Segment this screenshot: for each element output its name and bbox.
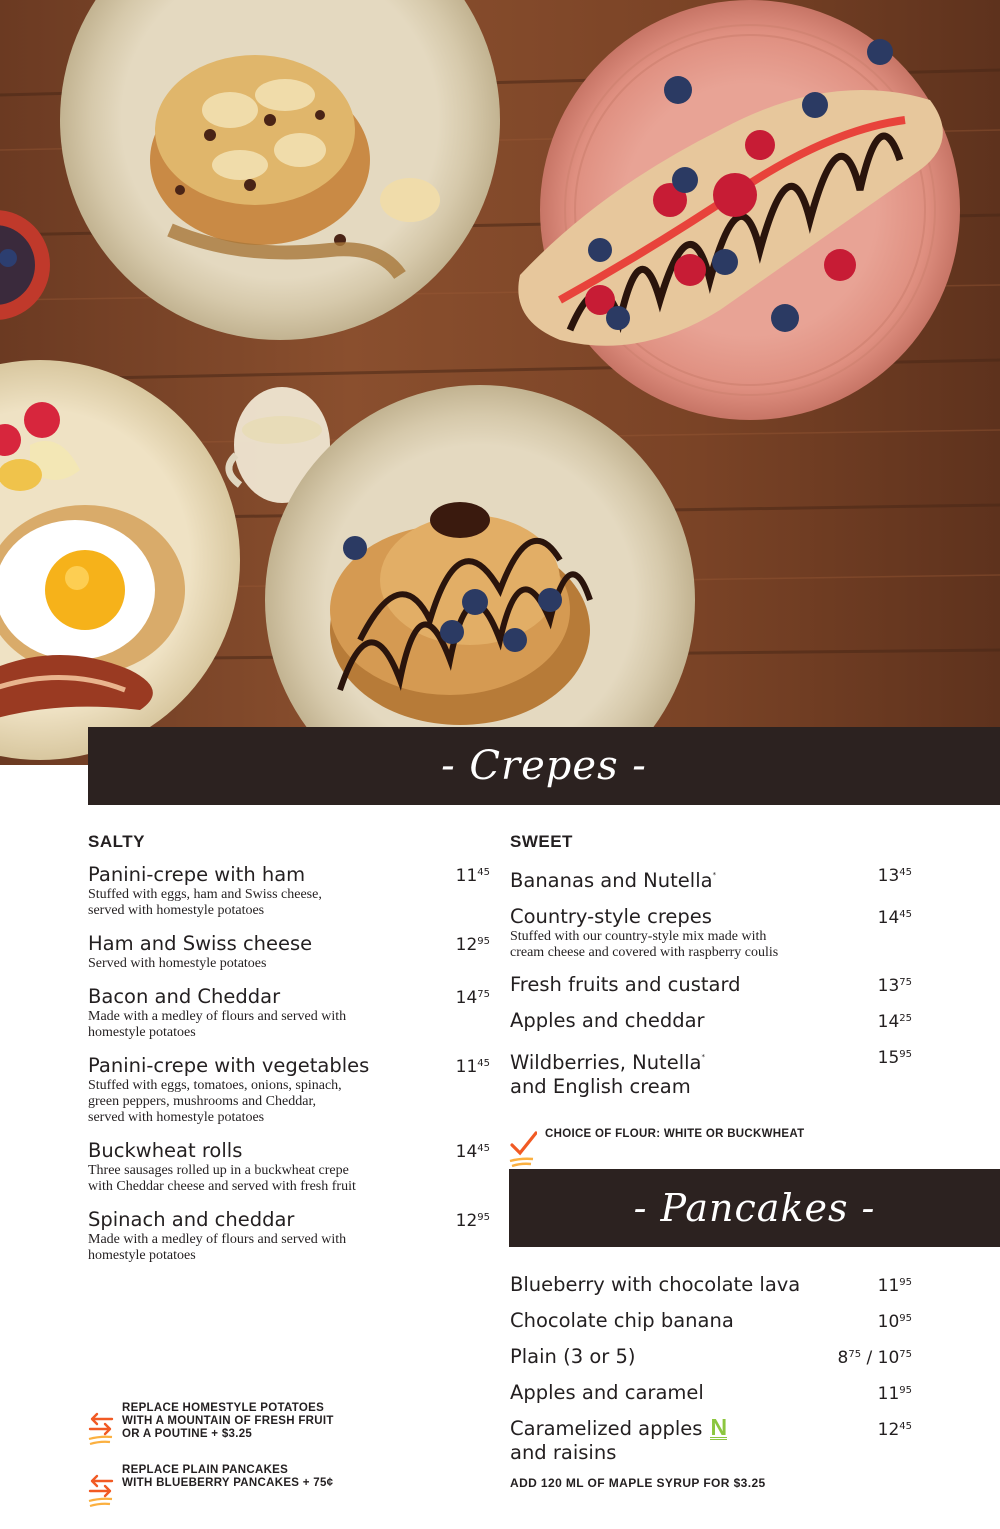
replace-pancakes-text: REPLACE PLAIN PANCAKES WITH BLUEBERRY PANCAKES + 75¢ <box>122 1464 334 1489</box>
menu-item <box>510 1309 912 1333</box>
checkmark-icon <box>509 1117 537 1172</box>
item-name: Panini-crepe with vegetables <box>88 1054 370 1077</box>
item-name: Caramelized apples N and raisins <box>510 1414 728 1464</box>
replace-potatoes-note <box>88 1399 334 1450</box>
menu-item <box>510 1273 912 1297</box>
pancakes-section-title: - Pancakes - <box>509 1169 1000 1247</box>
item-price: $12^{95}$ <box>455 1211 490 1231</box>
item-price: $11^{45}$ <box>455 1057 490 1077</box>
sweet-heading: SWEET <box>510 832 573 851</box>
item-name: Bananas and Nutella* <box>510 869 717 892</box>
item-name: Apples and cheddar <box>510 1009 705 1032</box>
menu-item <box>510 1009 912 1033</box>
replace-pancakes-note <box>88 1461 333 1512</box>
menu-item <box>510 1345 912 1369</box>
menu-item <box>510 973 912 997</box>
item-name: Buckwheat rolls <box>88 1139 243 1162</box>
item-price: $12^{45}$ <box>877 1420 912 1440</box>
menu-item <box>88 932 490 972</box>
item-description: Made with a medley of flours and served with homestyle potatoes <box>88 1009 347 1040</box>
item-price: $11^{95}$ <box>877 1384 912 1404</box>
item-name: Spinach and cheddar <box>88 1208 295 1231</box>
swap-arrows-icon <box>88 1399 114 1450</box>
item-description: Stuffed with eggs, ham and Swiss cheese, served with homestyle potatoes <box>88 887 322 918</box>
item-description: Three sausages rolled up in a buckwheat crepe with Cheddar cheese and served with fresh fruit <box>88 1163 356 1194</box>
item-description: Served with homestyle potatoes <box>88 956 267 971</box>
item-price: $13^{75}$ <box>877 976 912 996</box>
menu-item <box>510 1414 912 1465</box>
item-description: Made with a medley of flours and served with homestyle potatoes <box>88 1232 347 1263</box>
menu-item <box>88 1208 490 1264</box>
pancakes-list <box>510 1273 912 1477</box>
menu-item <box>88 1054 490 1126</box>
flour-note-text: CHOICE OF FLOUR: WHITE OR BUCKWHEAT <box>545 1128 805 1140</box>
item-name: Country-style crepes <box>510 905 712 928</box>
trademark-mark: * <box>712 871 717 879</box>
item-name: Plain (3 or 5) <box>510 1345 636 1368</box>
menu-item <box>510 1381 912 1405</box>
replace-potatoes-text: REPLACE HOMESTYLE POTATOES WITH A MOUNTAIN OF FRESH FRUIT OR A POUTINE + $3.25 <box>122 1402 334 1440</box>
menu-item <box>510 905 912 961</box>
item-name: Chocolate chip banana <box>510 1309 734 1332</box>
salty-heading: SALTY <box>88 832 145 851</box>
item-price: $13^{45}$ <box>877 866 912 886</box>
item-name: Wildberries, Nutella* and English cream <box>510 1051 705 1098</box>
item-price: $15^{95}$ <box>877 1048 912 1068</box>
menu-item <box>510 863 912 893</box>
item-name: Apples and caramel <box>510 1381 704 1404</box>
item-price: $11^{45}$ <box>455 866 490 886</box>
swap-arrows-icon <box>88 1461 114 1512</box>
item-name: Blueberry with chocolate lava <box>510 1273 801 1296</box>
item-price: $11^{95}$ <box>877 1276 912 1296</box>
item-name: Fresh fruits and custard <box>510 973 741 996</box>
crepes-section-title: - Crepes - <box>88 727 1000 805</box>
item-name: Bacon and Cheddar <box>88 985 281 1008</box>
new-badge: N <box>710 1414 728 1440</box>
item-description: Stuffed with our country-style mix made with cream cheese and covered with raspberry coulis <box>510 929 779 960</box>
item-name: Ham and Swiss cheese <box>88 932 313 955</box>
item-description: Stuffed with eggs, tomatoes, onions, spinach, green peppers, mushrooms and Cheddar, served with homestyle potatoes <box>88 1078 342 1125</box>
item-price: $12^{95}$ <box>455 935 490 955</box>
item-price: $14^{45}$ <box>877 908 912 928</box>
sweet-crepes-list <box>510 832 912 1111</box>
menu-item <box>88 863 490 919</box>
menu-item <box>510 1045 912 1099</box>
item-price: $14^{75}$ <box>455 988 490 1008</box>
item-price: $10^{95}$ <box>877 1312 912 1332</box>
trademark-mark: * <box>701 1053 705 1061</box>
menu-item <box>88 1139 490 1195</box>
item-price: $8^{75} / 10^{75}$ <box>837 1348 912 1368</box>
item-price: $14^{45}$ <box>455 1142 490 1162</box>
menu-item <box>88 985 490 1041</box>
salty-crepes-list <box>88 832 490 1277</box>
flour-choice-note <box>509 1117 804 1172</box>
maple-syrup-note: ADD 120 ML OF MAPLE SYRUP FOR $3.25 <box>510 1476 766 1490</box>
item-price: $14^{25}$ <box>877 1012 912 1032</box>
item-name: Panini-crepe with ham <box>88 863 306 886</box>
